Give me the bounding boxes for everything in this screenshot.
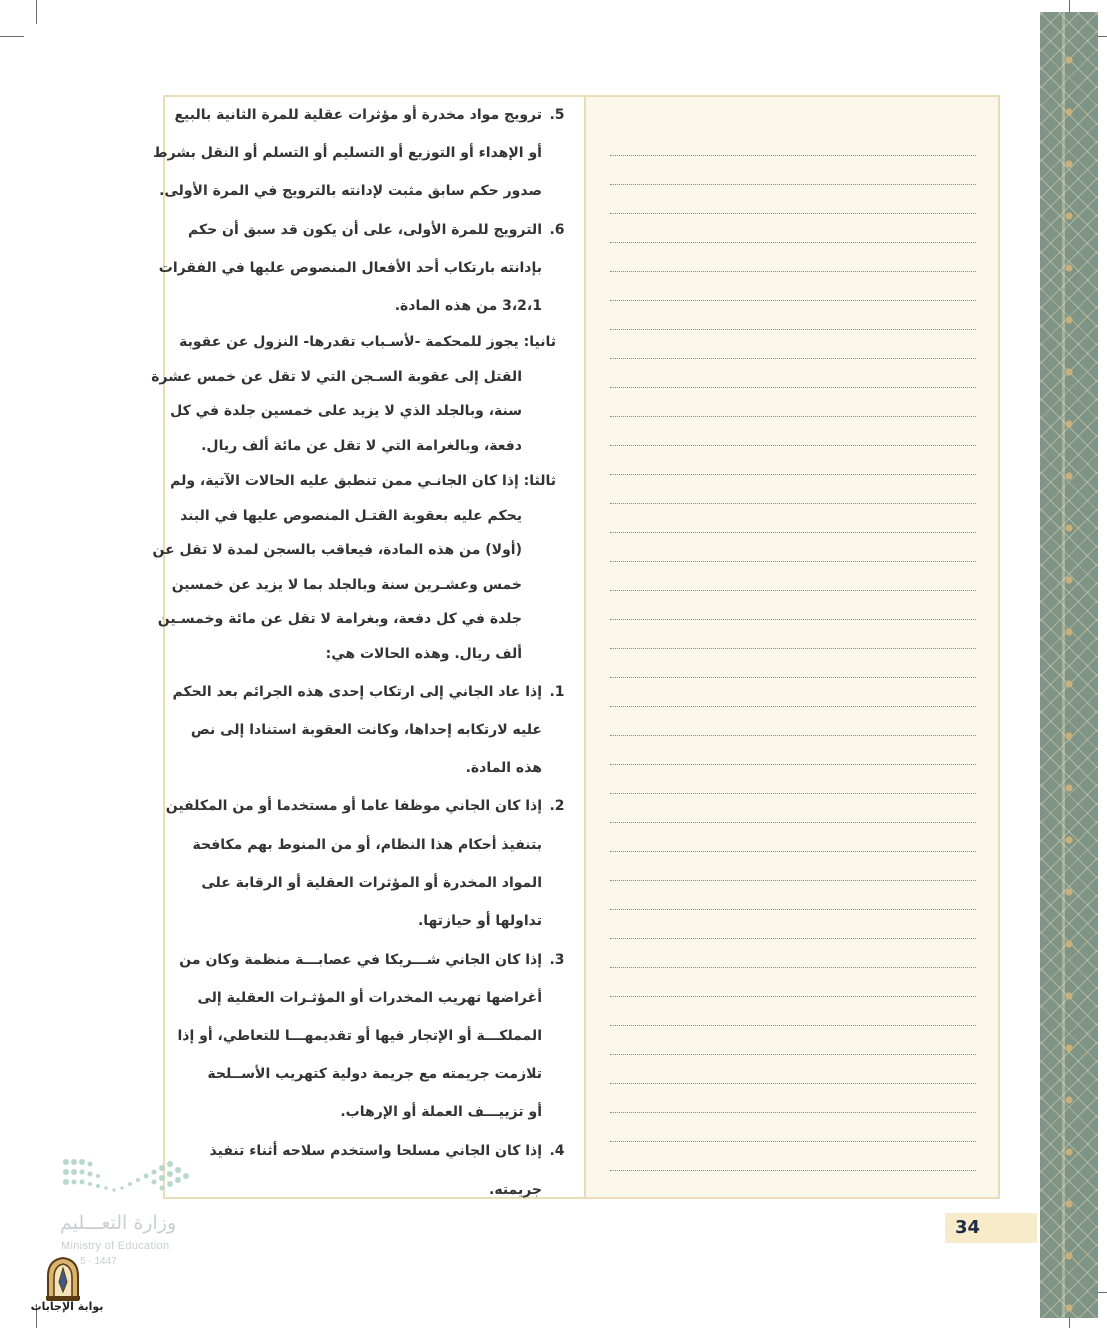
decorative-border-line [1062, 12, 1065, 1318]
crop-mark [36, 0, 37, 24]
note-line [610, 822, 976, 823]
case1-line-2: عليه لارتكابه إحداها، وكانت العقوبة استنادا إلى نص [190, 722, 542, 738]
case3-line-5: أو تزييـــف العملة أو الإرهاب. [340, 1104, 542, 1120]
note-line [610, 590, 976, 591]
case3-line-1: إذا كان الجاني شـــريكا في عصابـــة منظمة وكان من [179, 952, 542, 968]
note-line [610, 445, 976, 446]
second-line-3: سنة، وبالجلد الذي لا يزيد على خمسين جلدة في كل [170, 403, 522, 419]
case3-line-3: المملكـــة أو الإتجار فيها أو تقديمهـــا للتعاطي، أو إذا [177, 1028, 542, 1044]
third-line-6: ألف ريال. وهذه الحالات هي: [325, 646, 522, 662]
crop-mark [0, 36, 24, 37]
case2-line-2: بتنفيذ أحكام هذا النظام، أو من المنوط بهم مكافحة [192, 837, 542, 853]
case2-line-4: تداولها أو حيازتها. [417, 913, 542, 929]
third-line-1: ثالثا: إذا كان الجانـي ممن تنطبق عليه الحالات الآتية، ولم [170, 473, 556, 489]
ministry-name-arabic: وزارة التعـــليم [60, 1212, 177, 1234]
note-line [610, 387, 976, 388]
note-line [610, 648, 976, 649]
note-line [610, 735, 976, 736]
note-line [610, 996, 976, 997]
item5-line-3: صدور حكم سابق مثبت لإدانته بالترويج في المرة الأولى. [159, 183, 542, 199]
note-line [610, 851, 976, 852]
note-line [610, 938, 976, 939]
case3-line-2: أغراضها تهريب المخدرات أو المؤثـرات العقلية إلى [197, 990, 542, 1006]
note-line [610, 532, 976, 533]
note-line [610, 909, 976, 910]
second-line-4: دفعة، وبالغرامة التي لا تقل عن مائة ألف ريال. [201, 438, 522, 454]
note-line [610, 967, 976, 968]
item6-line-2: بإدانته بارتكاب أحد الأفعال المنصوص عليها في الفقرات [158, 260, 542, 276]
third-line-3: (أولا) من هذه المادة، فيعاقب بالسجن لمدة لا تقل عن [152, 542, 522, 558]
case1-line-1: إذا عاد الجاني إلى ارتكاب إحدى هذه الجرائم بعد الحكم [172, 684, 542, 700]
answers-portal-label: بوابة الإجابات [30, 1300, 104, 1313]
item-number: .4 [549, 1143, 565, 1159]
item-number: .1 [549, 684, 565, 700]
case1-line-3: هذه المادة. [465, 760, 542, 776]
second-line-1: ثانيا: يجوز للمحكمة -لأسـباب تقدرها- النزول عن عقوبة [179, 334, 556, 350]
note-line [610, 1112, 976, 1113]
second-line-2: القتل إلى عقوبة السـجن التي لا تقل عن خمس عشرة [151, 369, 522, 385]
note-line [610, 242, 976, 243]
ministry-logo-icon [58, 1150, 208, 1210]
answers-portal-logo-icon [40, 1256, 86, 1302]
note-line [610, 706, 976, 707]
note-line [610, 416, 976, 417]
item6-line-1: الترويج للمرة الأولى، على أن يكون قد سبق أن حكم [187, 222, 542, 238]
case2-line-3: المواد المخدرة أو المؤثرات العقلية أو الرقابة على [201, 875, 542, 891]
notes-panel [584, 97, 998, 1197]
note-line [610, 1170, 976, 1171]
note-line [610, 677, 976, 678]
note-line [610, 1083, 976, 1084]
note-line [610, 880, 976, 881]
decorative-border [1040, 12, 1098, 1318]
note-line [610, 503, 976, 504]
third-line-2: يحكم عليه بعقوبة القتـل المنصوص عليها في البند [180, 508, 522, 524]
note-line [610, 358, 976, 359]
note-line [610, 1141, 976, 1142]
case4-line-2: جريمته. [489, 1182, 542, 1198]
item5-line-1: ترويج مواد مخدرة أو مؤثرات عقلية للمرة الثانية بالبيع [174, 107, 542, 123]
ministry-name-english: Ministry of Education [61, 1240, 170, 1252]
edition-year: 5 - 1447 [80, 1256, 117, 1267]
note-line [610, 474, 976, 475]
note-line [610, 329, 976, 330]
case2-line-1: إذا كان الجاني موظفا عاما أو مستخدما أو من المكلفين [165, 798, 542, 814]
note-line [610, 271, 976, 272]
note-line [610, 793, 976, 794]
case4-line-1: إذا كان الجاني مسلحا واستخدم سلاحه أثناء تنفيذ [209, 1143, 542, 1159]
note-line [610, 184, 976, 185]
third-line-5: جلدة في كل دفعة، وبغرامة لا تقل عن مائة وخمسـين [157, 611, 522, 627]
note-line [610, 1054, 976, 1055]
item6-line-3: 3،2،1 من هذه المادة. [394, 298, 542, 314]
note-line [610, 764, 976, 765]
note-line [610, 213, 976, 214]
note-line [610, 155, 976, 156]
note-line [610, 1025, 976, 1026]
note-line [610, 300, 976, 301]
note-line [610, 561, 976, 562]
third-line-4: خمس وعشـرين سنة وبالجلد بما لا يزيد عن خمسين [171, 577, 522, 593]
item-number: .3 [549, 952, 565, 968]
item-number: .2 [549, 798, 565, 814]
item-number: .6 [549, 222, 565, 238]
page-number: 34 [945, 1213, 1037, 1243]
case3-line-4: تلازمت جريمته مع جريمة دولية كتهريب الأســلحة [207, 1066, 542, 1082]
item-number: .5 [549, 107, 565, 123]
note-line [610, 619, 976, 620]
item5-line-2: أو الإهداء أو التوزيع أو التسليم أو التسلم أو النقل بشرط [153, 145, 542, 161]
